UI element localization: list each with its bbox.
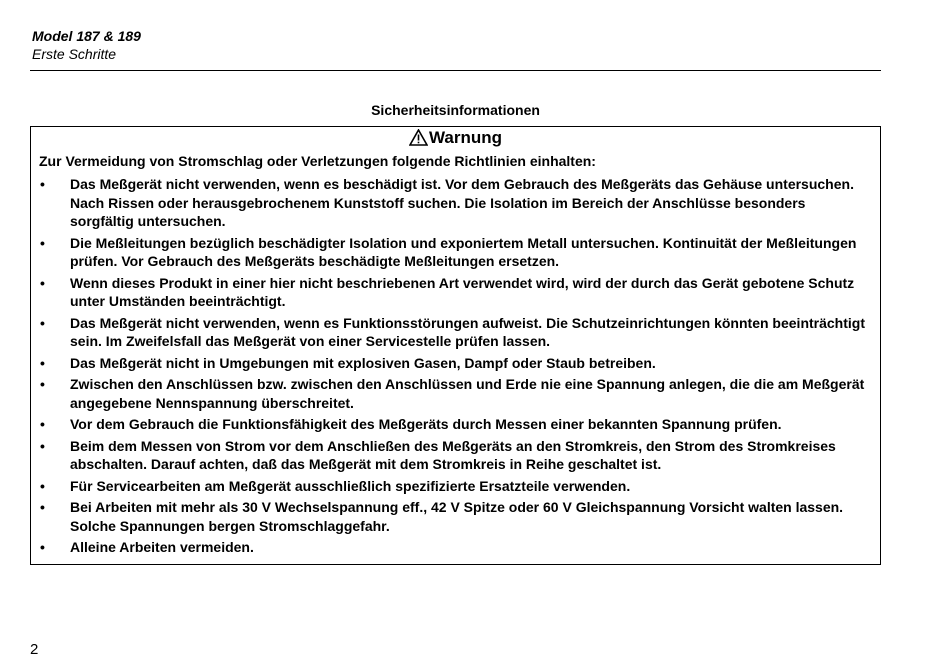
bullet-marker: • [40,539,45,555]
warning-list [31,175,880,560]
warning-list-item [31,175,880,231]
warning-list-item-text: Wenn dieses Produkt in einer hier nicht beschriebenen Art verwendet wird, wird der durch das Gerät gebotene Schutz unter Umständen beeinträchtigt. [70,274,855,309]
bullet-marker: • [40,437,45,454]
bullet-marker: • [40,274,45,291]
warning-list-item-text: Das Meßgerät nicht verwenden, wenn es beschädigt ist. Vor dem Gebrauch des Meßgeräts das Gehäuse untersuchen. Nach Rissen oder herausgebrochenem Kunststoff suchen. Die Isolation im Bereich der Anschlüsse besonders sorgfältig untersuchen. [70,176,854,229]
bullet-marker: • [40,376,45,392]
warning-list-item [31,234,880,271]
warning-list-item-text: Vor dem Gebrauch die Funktionsfähigkeit des Meßgeräts durch Messen einer bekannten Spannung prüfen. [70,416,782,432]
warning-list-item-text: Beim dem Messen von Strom vor dem Anschließen des Meßgeräts an den Stromkreis, den Strom des Stromkreises abschalten. Darauf achten, daß das Meßgerät mit dem Stromkreis in Reihe geschaltet ist. [70,437,836,472]
warning-list-item-text: Bei Arbeiten mit mehr als 30 V Wechselspannung eff., 42 V Spitze oder 60 V Gleichspannung Vorsicht walten lassen. Solche Spannungen bergen Stromschlaggefahr. [70,499,844,534]
warning-intro: Zur Vermeidung von Stromschlag oder Verletzungen folgende Richtlinien einhalten: [39,153,596,169]
warning-list-item [31,498,880,535]
warning-list-item [31,415,880,434]
warning-list-item [31,375,880,412]
warning-list-item-text: Alleine Arbeiten vermeiden. [70,539,254,555]
bullet-marker: • [40,354,45,371]
warning-list-item-text: Das Meßgerät nicht verwenden, wenn es Funktionsstörungen aufweist. Die Schutzeinrichtungen könnten beeinträchtigt sein. Im Zweifelsfall das Meßgerät von einer Servicestelle prüfen lassen. [70,314,865,349]
warning-list-item [31,314,880,351]
page-header [32,27,141,63]
bullet-marker: • [40,314,45,331]
warning-list-item [31,477,880,496]
bullet-marker: • [40,416,45,432]
warning-list-item [31,354,880,373]
warning-list-item-text: Für Servicearbeiten am Meßgerät ausschließlich spezifizierte Ersatzteile verwenden. [70,477,631,494]
warning-list-item [31,274,880,311]
bullet-marker: • [40,499,45,515]
bullet-marker: • [40,176,45,192]
page-number: 2 [30,641,39,658]
warning-heading [31,127,880,149]
warning-list-item-text: Das Meßgerät nicht in Umgebungen mit explosiven Gasen, Dampf oder Staub betreiben. [70,354,656,371]
bullet-marker: • [40,234,45,251]
model-title: Model 187 & 189 [32,28,141,44]
warning-triangle-icon [409,129,428,146]
warning-list-item-text: Die Meßleitungen bezüglich beschädigter Isolation und exponiertem Metall untersuchen. Kontinuität der Meßleitungen prüfen. Vor Gebrauch des Meßgeräts beschädigte Meßleitungen ersetzen. [70,234,857,269]
warning-list-item [31,437,880,474]
warning-list-item-text: Zwischen den Anschlüssen bzw. zwischen den Anschlüssen und Erde nie eine Spannung anlegen, die die am Meßgerät angegebene Nennspannung überschreitet. [70,376,865,411]
warning-box [30,126,881,565]
chapter-subtitle: Erste Schritte [32,46,117,62]
bullet-marker: • [40,477,45,494]
header-divider [30,70,881,71]
section-title: Sicherheitsinformationen [371,102,540,118]
warning-list-item [31,538,880,557]
warning-title: Warnung [428,128,503,147]
